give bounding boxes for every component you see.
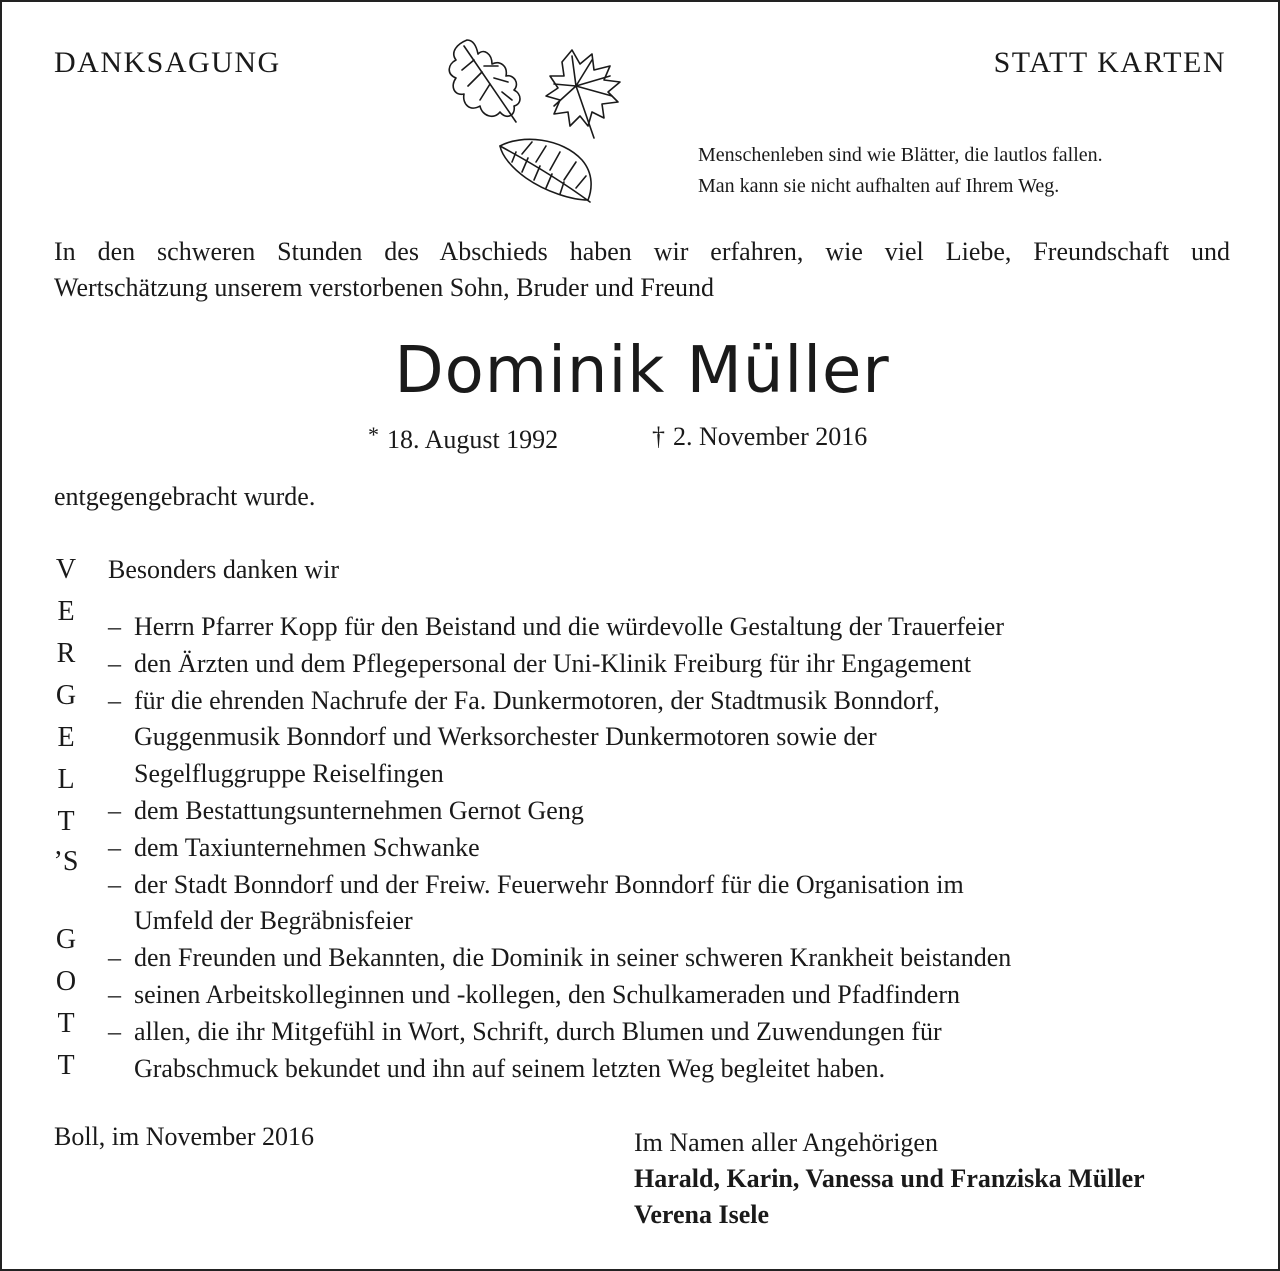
thanks-item (108, 830, 1011, 867)
list-dash: – (108, 612, 121, 641)
thanks-item (108, 793, 1011, 830)
thanks-item (108, 756, 1011, 793)
thanks-list (108, 609, 1011, 1087)
thanks-item-text: Umfeld der Begräbnisfeier (134, 906, 413, 936)
thanks-item-text: der Stadt Bonndorf und der Freiw. Feuerwehr Bonndorf für die Organisation im (134, 869, 964, 899)
list-dash: – (108, 943, 121, 973)
thanks-item-text: den Ärzten und dem Pflegepersonal der Uni-Klinik Freiburg für ihr Engagement (134, 648, 972, 678)
thanks-item (108, 646, 1011, 683)
header-left: DANKSAGUNG (54, 46, 281, 79)
vertical-letter: V (55, 554, 77, 585)
vertical-letter: E (57, 722, 75, 753)
quote (698, 140, 1103, 202)
quote-line-1: Menschenleben sind wie Blätter, die lautlos fallen. (698, 144, 1103, 166)
thanks-item (108, 940, 1011, 977)
vertical-letter: R (56, 638, 76, 669)
death-date (652, 422, 867, 452)
thanks-item-text: seinen Arbeitskolleginnen und -kollegen, den Schulkameraden und Pfadfindern (134, 979, 961, 1009)
intro-line-1: In den schweren Stunden des Abschieds haben wir erfahren, wie viel Liebe, Freundschaft und (54, 237, 1230, 266)
vertical-letter: T (57, 1008, 75, 1039)
signoff-family: Harald, Karin, Vanessa und Franziska Müller (634, 1164, 1145, 1193)
place-date: Boll, im November 2016 (54, 1122, 314, 1151)
vertical-letter: T (57, 806, 75, 837)
thanks-item-text: dem Taxiunternehmen Schwanke (134, 832, 480, 862)
birth-date-text: 18. August 1992 (387, 425, 559, 454)
vertical-letter: T (57, 1050, 75, 1081)
thanks-item-text: den Freunden und Bekannten, die Dominik in seiner schweren Krankheit beistanden (134, 943, 1012, 973)
leaves-illustration (442, 30, 652, 210)
thanks-item-text: dem Bestattungsunternehmen Gernot Geng (134, 795, 584, 825)
death-date-text: 2. November 2016 (673, 422, 868, 451)
oak-leaf-icon (449, 40, 520, 122)
header-right: STATT KARTEN (993, 46, 1226, 79)
list-dash: – (108, 795, 121, 825)
signoff-intro: Im Namen aller Angehörigen (634, 1128, 938, 1157)
list-dash: – (108, 685, 121, 715)
thanks-intro: Besonders danken wir (108, 555, 340, 584)
list-dash: – (108, 869, 121, 899)
deceased-name: Dominik Müller (394, 334, 890, 408)
thanks-item (108, 683, 1011, 720)
beech-leaf-icon (500, 139, 591, 202)
birth-date (368, 422, 558, 455)
signoff-other: Verena Isele (634, 1200, 770, 1229)
vertical-letter: G (55, 680, 77, 711)
maple-leaf-icon (546, 50, 620, 138)
signoff (634, 1125, 1145, 1233)
thanks-item-text: Herrn Pfarrer Kopp für den Beistand und die würdevolle Gestaltung der Trauerfeier (134, 612, 1005, 641)
intro-text (54, 234, 1230, 306)
birth-symbol: * (368, 422, 379, 447)
death-symbol: † (652, 422, 665, 451)
vertical-letter: E (57, 596, 75, 627)
thanks-item (108, 1014, 1011, 1051)
thanks-item (108, 719, 1011, 756)
list-dash: – (108, 832, 121, 862)
thanks-item (108, 867, 1011, 904)
thanks-item-text: allen, die ihr Mitgefühl in Wort, Schrift, durch Blumen und Zuwendungen für (134, 1016, 942, 1046)
thanks-item-text: Guggenmusik Bonndorf und Werksorchester Dunkermotoren sowie der (134, 722, 877, 752)
list-dash: – (108, 1016, 121, 1046)
quote-line-2: Man kann sie nicht aufhalten auf Ihrem Weg. (698, 175, 1060, 197)
thanks-item (108, 903, 1011, 940)
thanks-item (108, 1051, 1011, 1088)
thanks-item (108, 977, 1011, 1014)
thanks-item-text: für die ehrenden Nachrufe der Fa. Dunkermotoren, der Stadtmusik Bonndorf, (134, 685, 940, 715)
vertical-letter: G (55, 924, 77, 955)
intro-continuation: entgegengebracht wurde. (54, 482, 316, 511)
thanks-item (108, 609, 1011, 646)
intro-line-2: Wertschätzung unserem verstorbenen Sohn, Bruder und Freund (54, 273, 715, 302)
list-dash: – (108, 979, 121, 1009)
list-dash: – (108, 648, 121, 678)
vertical-letter: ’S (53, 846, 79, 877)
thanks-item-text: Grabschmuck bekundet und ihn auf seinem letzten Weg begleitet haben. (134, 1053, 886, 1083)
thanks-item-text: Segelfluggruppe Reiselfingen (134, 759, 444, 789)
vertical-letter: O (55, 966, 77, 997)
vertical-letter: L (57, 764, 75, 795)
